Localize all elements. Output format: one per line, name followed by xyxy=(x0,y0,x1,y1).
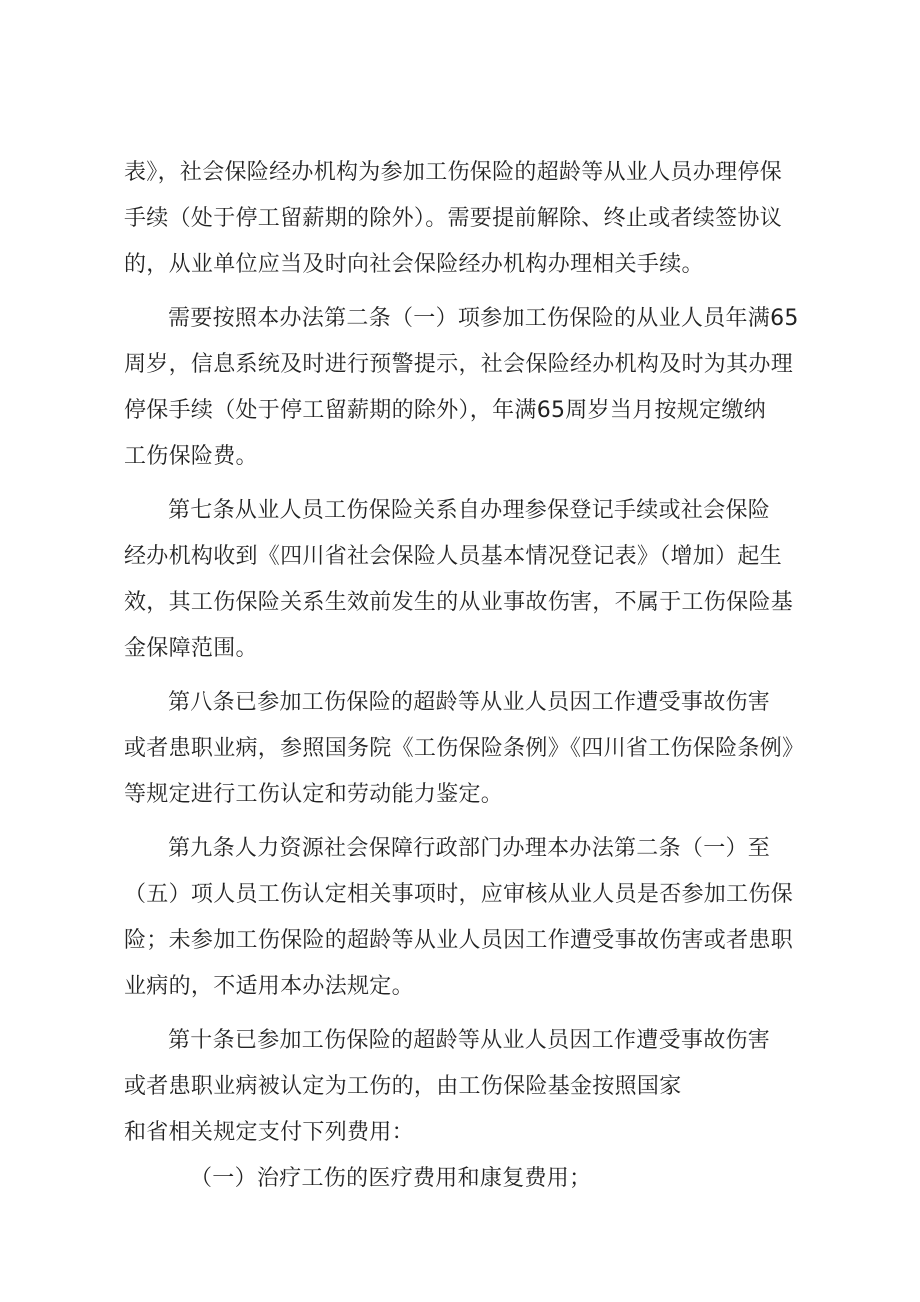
text-line: 的，从业单位应当及时向社会保险经办机构办理相关手续。 xyxy=(124,252,704,277)
text-line: 险；未参加工伤保险的超龄等从业人员因工作遭受事故伤害或者患职 xyxy=(124,928,794,953)
text-line: 需要按照本办法第二条（一）项参加工伤保险的从业人员年满65 xyxy=(168,306,799,331)
text-line: （五）项人员工伤认定相关事项时，应审核从业人员是否参加工伤保 xyxy=(124,882,794,907)
text-line: 手续（处于停工留薪期的除外）。需要提前解除、终止或者续签协议 xyxy=(124,206,783,231)
text-line: 第九条人力资源社会保障行政部门办理本办法第二条（一）至 xyxy=(168,836,771,861)
text-line: 第十条已参加工伤保险的超龄等从业人员因工作遭受事故伤害 xyxy=(168,1028,771,1053)
text-line: 第八条已参加工伤保险的超龄等从业人员因工作遭受事故伤害 xyxy=(168,690,771,715)
text-line: 或者患职业病，参照国务院《工伤保险条例》《四川省工伤保险条例》 xyxy=(124,736,805,761)
paragraph-registration-stop xyxy=(124,150,810,288)
text-line: 或者患职业病被认定为工伤的，由工伤保险基金按照国家 xyxy=(124,1074,682,1099)
paragraph-article-10 xyxy=(124,1018,810,1156)
paragraph-article-7 xyxy=(124,488,810,672)
list-item-medical-costs: （一）治疗工伤的医疗费用和康复费用； xyxy=(190,1166,592,1191)
document-body xyxy=(124,150,810,1202)
text-line: 效，其工伤保险关系生效前发生的从业事故伤害，不属于工伤保险基 xyxy=(124,590,794,615)
paragraph-article-8 xyxy=(124,680,810,818)
paragraph-age-65 xyxy=(124,296,810,480)
paragraph-article-9 xyxy=(124,826,810,1010)
text-line: 表》，社会保险经办机构为参加工伤保险的超龄等从业人员办理停保 xyxy=(124,160,783,185)
text-line: 和省相关规定支付下列费用： xyxy=(124,1120,414,1145)
text-line: 经办机构收到《四川省社会保险人员基本情况登记表》（增加）起生 xyxy=(124,544,783,569)
text-line: 业病的，不适用本办法规定。 xyxy=(124,974,414,999)
text-line: 周岁，信息系统及时进行预警提示，社会保险经办机构及时为其办理 xyxy=(124,352,794,377)
text-line: 停保手续（处于停工留薪期的除外），年满65周岁当月按规定缴纳 xyxy=(124,398,766,423)
text-line: 工伤保险费。 xyxy=(124,444,258,469)
text-line: 金保障范围。 xyxy=(124,636,258,661)
text-line: 第七条从业人员工伤保险关系自办理参保登记手续或社会保险 xyxy=(168,498,771,523)
text-line: 等规定进行工伤认定和劳动能力鉴定。 xyxy=(124,782,504,807)
